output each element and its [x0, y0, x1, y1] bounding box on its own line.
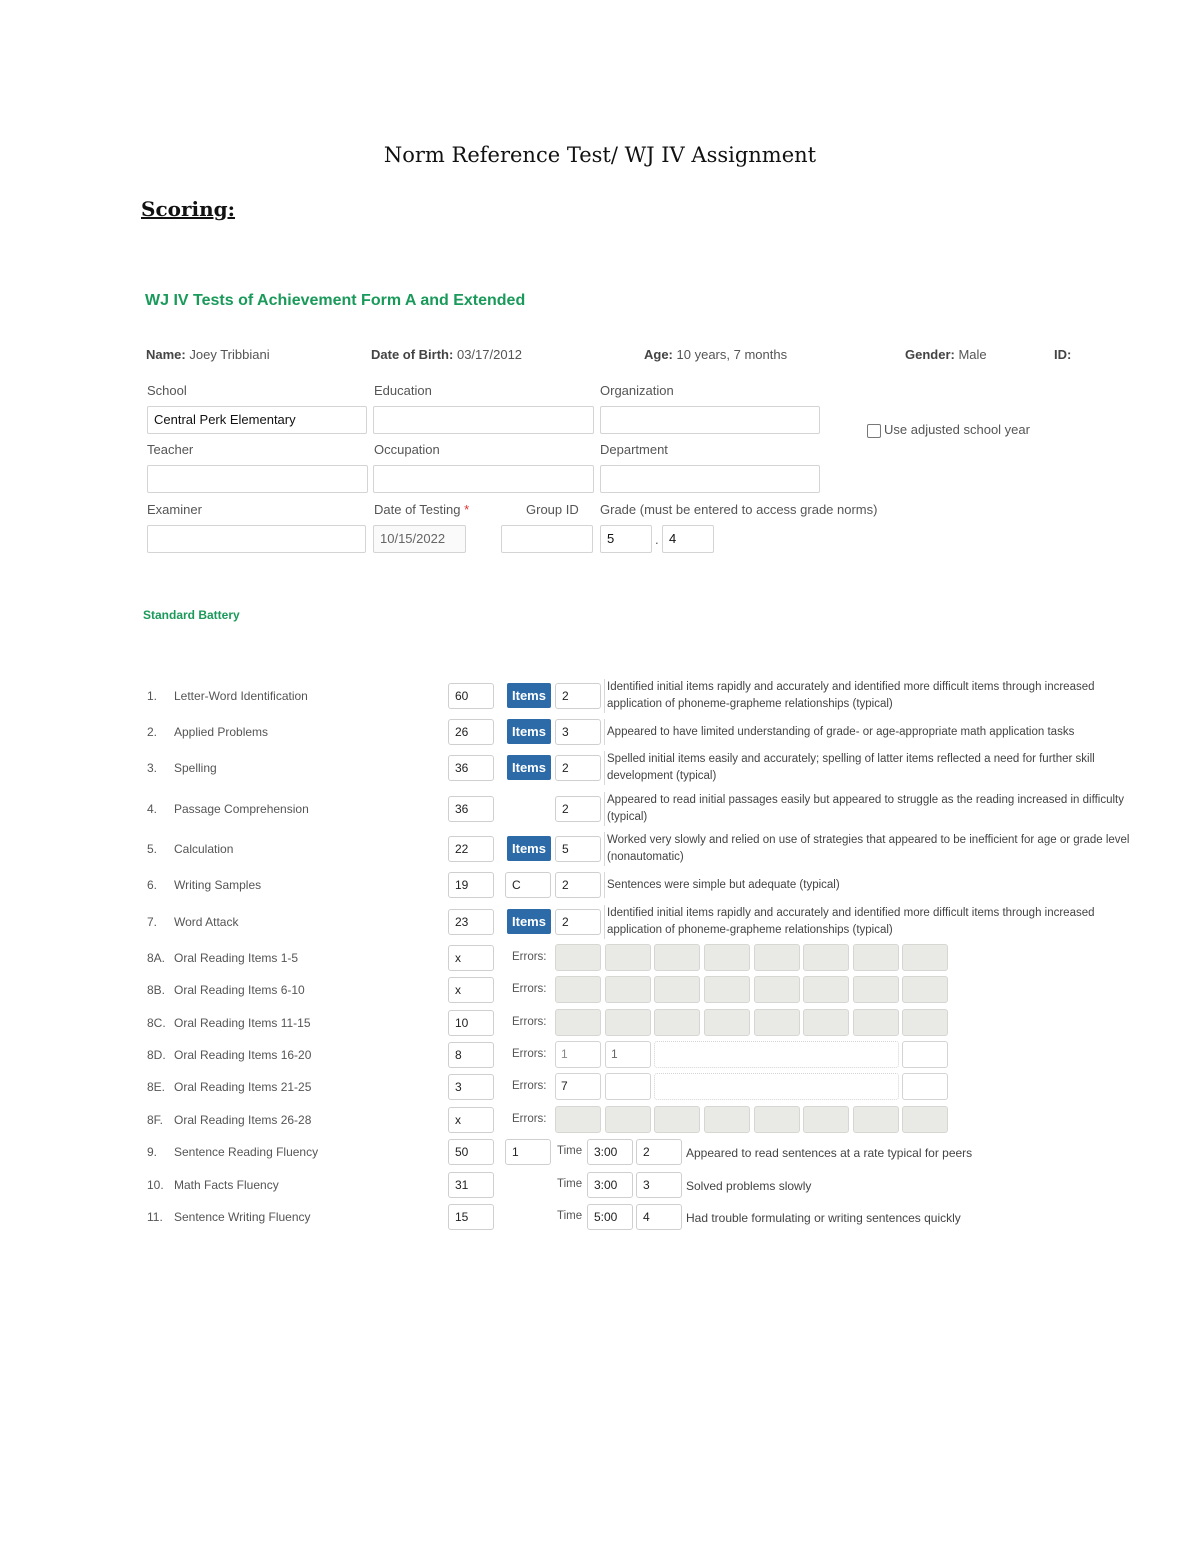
- qualitative-code-input[interactable]: 3: [555, 719, 601, 745]
- error-input[interactable]: [902, 1073, 948, 1100]
- error-cell: [853, 1009, 899, 1036]
- required-mark: *: [464, 502, 470, 517]
- qualitative-code-input[interactable]: 2: [555, 683, 601, 709]
- qualitative-code-input[interactable]: 2: [555, 909, 601, 935]
- group-id-label: Group ID: [526, 502, 579, 517]
- test-number: 7.: [147, 915, 158, 929]
- raw-score-input[interactable]: 23: [448, 909, 494, 935]
- raw-score-input[interactable]: x: [448, 1107, 494, 1133]
- error-cell: [555, 1106, 601, 1133]
- test-number: 3.: [147, 761, 158, 775]
- test-name: Sentence Writing Fluency: [174, 1210, 311, 1224]
- department-input[interactable]: [600, 465, 820, 493]
- error-input-wide[interactable]: [654, 1073, 899, 1100]
- school-label: School: [147, 383, 187, 398]
- error-cell: [605, 976, 651, 1003]
- error-cell: [654, 944, 700, 971]
- qualitative-observation: Appeared to read initial passages easily but appeared to struggle as the reading increased in difficulty (typical): [604, 792, 1147, 826]
- form-title: WJ IV Tests of Achievement Form A and Extended: [145, 292, 526, 309]
- test-name: Sentence Reading Fluency: [174, 1145, 319, 1159]
- error-cell: [754, 1106, 800, 1133]
- test-number: 6.: [147, 878, 158, 892]
- error-cell: [704, 944, 750, 971]
- age-info: Age: 10 years, 7 months: [644, 347, 788, 362]
- test-number: 10.: [147, 1178, 164, 1192]
- date-testing-input[interactable]: 10/15/2022: [373, 525, 466, 553]
- qualitative-code-input[interactable]: 5: [555, 836, 601, 862]
- errors-label: Errors:: [512, 1113, 547, 1125]
- raw-score-input[interactable]: 15: [448, 1204, 494, 1230]
- error-cell: [654, 1009, 700, 1036]
- scoring-heading: Scoring:: [141, 197, 236, 221]
- items-button[interactable]: Items: [507, 719, 551, 744]
- items-button[interactable]: Items: [507, 683, 551, 708]
- qualitative-observation: Had trouble formulating or writing sentences quickly: [686, 1211, 961, 1225]
- adjusted-school-year-label: Use adjusted school year: [884, 422, 1030, 437]
- test-number: 8D.: [147, 1048, 166, 1062]
- error-cell: [605, 1009, 651, 1036]
- errors-label: Errors:: [512, 1016, 547, 1028]
- incorrect-count-input[interactable]: 1: [505, 1139, 551, 1165]
- test-name: Math Facts Fluency: [174, 1178, 279, 1192]
- error-cell: [555, 1009, 601, 1036]
- test-name: Calculation: [174, 842, 234, 856]
- raw-score-input[interactable]: 31: [448, 1172, 494, 1198]
- test-name: Oral Reading Items 11-15: [174, 1016, 311, 1030]
- error-cell: [704, 976, 750, 1003]
- items-button[interactable]: Items: [507, 909, 551, 934]
- raw-score-input[interactable]: 60: [448, 683, 494, 709]
- organization-input[interactable]: [600, 406, 820, 434]
- group-id-input[interactable]: [501, 525, 593, 553]
- raw-score-input[interactable]: 19: [448, 872, 494, 898]
- error-input[interactable]: 1: [555, 1041, 601, 1068]
- errors-label: Errors:: [512, 1048, 547, 1060]
- test-number: 8C.: [147, 1016, 166, 1030]
- document-title: Norm Reference Test/ WJ IV Assignment: [383, 143, 817, 167]
- grade-minor-input[interactable]: 4: [662, 525, 714, 553]
- test-name: Oral Reading Items 6-10: [174, 983, 305, 997]
- time-input[interactable]: 5:00: [587, 1204, 633, 1230]
- test-name: Applied Problems: [174, 725, 269, 739]
- test-name: Oral Reading Items 21-25: [174, 1080, 312, 1094]
- teacher-input[interactable]: [147, 465, 368, 493]
- teacher-label: Teacher: [147, 442, 194, 457]
- qualitative-observation: Sentences were simple but adequate (typical): [604, 872, 1147, 898]
- test-number: 4.: [147, 802, 158, 816]
- error-input[interactable]: [902, 1041, 948, 1068]
- qualitative-observation: Spelled initial items easily and accurately; spelling of latter items reflected a need for further skill development (typical): [604, 751, 1147, 785]
- error-cell: [754, 944, 800, 971]
- gender-value: Male: [958, 347, 987, 362]
- test-name: Passage Comprehension: [174, 802, 309, 816]
- qualitative-observation: Identified initial items rapidly and accurately and identified more difficult items through increased application of phoneme-grapheme relationships (typical): [604, 679, 1147, 713]
- error-input[interactable]: [605, 1073, 651, 1100]
- error-cell: [853, 944, 899, 971]
- grade-separator: .: [655, 532, 659, 547]
- test-number: 8E.: [147, 1080, 166, 1094]
- time-label: Time: [557, 1145, 583, 1157]
- test-name: Oral Reading Items 16-20: [174, 1048, 312, 1062]
- errors-label: Errors:: [512, 951, 547, 963]
- examiner-label: Examiner: [147, 502, 202, 517]
- test-name: Oral Reading Items 1-5: [174, 951, 299, 965]
- qualitative-observation: Worked very slowly and relied on use of strategies that appeared to be inefficient for age or grade level (nonautomatic): [604, 832, 1147, 866]
- date-testing-label: Date of Testing *: [374, 502, 470, 517]
- test-number: 1.: [147, 689, 158, 703]
- raw-score-input[interactable]: 36: [448, 796, 494, 822]
- test-number: 11.: [147, 1210, 163, 1224]
- error-cell: [803, 1009, 849, 1036]
- error-cell: [605, 944, 651, 971]
- error-input[interactable]: 7: [555, 1073, 601, 1100]
- error-cell: [654, 976, 700, 1003]
- test-number: 8A.: [147, 951, 166, 965]
- error-cell: [853, 1106, 899, 1133]
- raw-score-input[interactable]: 36: [448, 755, 494, 781]
- adjusted-school-year-checkbox[interactable]: [867, 424, 881, 438]
- qualitative-code-input[interactable]: 2: [555, 796, 601, 822]
- time-input[interactable]: 3:00: [587, 1172, 633, 1198]
- error-cell: [902, 944, 948, 971]
- error-input-wide[interactable]: [654, 1041, 899, 1068]
- test-number: 9.: [147, 1145, 158, 1159]
- error-cell: [902, 1106, 948, 1133]
- qualitative-code-input[interactable]: 3: [636, 1172, 682, 1198]
- errors-label: Errors:: [512, 983, 547, 995]
- test-number: 5.: [147, 842, 158, 856]
- items-button[interactable]: Items: [507, 755, 551, 780]
- student-name: Joey Tribbiani: [189, 347, 270, 362]
- error-cell: [902, 1009, 948, 1036]
- school-input[interactable]: Central Perk Elementary: [147, 406, 367, 434]
- raw-score-input[interactable]: 26: [448, 719, 494, 745]
- error-cell: [853, 976, 899, 1003]
- error-cell: [654, 1106, 700, 1133]
- raw-score-input[interactable]: 50: [448, 1139, 494, 1165]
- test-number: 8B.: [147, 983, 166, 997]
- examiner-input[interactable]: [147, 525, 366, 553]
- test-name: Word Attack: [174, 915, 239, 929]
- raw-score-input[interactable]: 22: [448, 836, 494, 862]
- items-button[interactable]: Items: [507, 836, 551, 861]
- age-value: 10 years, 7 months: [676, 347, 788, 362]
- error-cell: [704, 1009, 750, 1036]
- raw-score-input[interactable]: x: [448, 945, 494, 971]
- error-cell: [754, 976, 800, 1003]
- test-name: Letter-Word Identification: [174, 689, 308, 703]
- raw-score-input[interactable]: x: [448, 977, 494, 1003]
- error-cell: [902, 976, 948, 1003]
- raw-score-input[interactable]: 8: [448, 1042, 494, 1068]
- raw-score-input[interactable]: 3: [448, 1074, 494, 1100]
- standard-battery-title: Standard Battery: [143, 608, 240, 622]
- error-input[interactable]: 1: [605, 1041, 651, 1068]
- test-name: Writing Samples: [174, 878, 262, 892]
- raw-score-input[interactable]: 10: [448, 1010, 494, 1036]
- test-number: 8F.: [147, 1113, 164, 1127]
- occupation-input[interactable]: [373, 465, 594, 493]
- time-input[interactable]: 3:00: [587, 1139, 633, 1165]
- error-cell: [555, 944, 601, 971]
- grade-label: Grade (must be entered to access grade norms): [600, 502, 878, 517]
- error-cell: [803, 1106, 849, 1133]
- dob-info: Date of Birth: 03/17/2012: [371, 347, 523, 362]
- qualitative-observation: Appeared to have limited understanding of grade- or age-appropriate math application tasks: [604, 719, 1147, 745]
- error-cell: [754, 1009, 800, 1036]
- test-name: Oral Reading Items 26-28: [174, 1113, 312, 1127]
- error-cell: [605, 1106, 651, 1133]
- errors-label: Errors:: [512, 1080, 547, 1092]
- dob-value: 03/17/2012: [456, 347, 523, 362]
- error-cell: [555, 976, 601, 1003]
- qualitative-code-input[interactable]: 2: [636, 1139, 682, 1165]
- writing-letter-input[interactable]: C: [505, 872, 551, 898]
- grade-major-input[interactable]: 5: [600, 525, 652, 553]
- department-label: Department: [600, 442, 668, 457]
- qualitative-code-input[interactable]: 4: [636, 1204, 682, 1230]
- id-info: ID:: [1054, 347, 1072, 362]
- qualitative-code-input[interactable]: 2: [555, 755, 601, 781]
- education-input[interactable]: [373, 406, 594, 434]
- error-cell: [704, 1106, 750, 1133]
- qualitative-code-input[interactable]: 2: [555, 872, 601, 898]
- qualitative-observation: Solved problems slowly: [686, 1179, 812, 1193]
- test-name: Spelling: [174, 761, 217, 775]
- time-label: Time: [557, 1178, 583, 1190]
- test-number: 2.: [147, 725, 158, 739]
- error-cell: [803, 976, 849, 1003]
- education-label: Education: [374, 383, 432, 398]
- error-cell: [803, 944, 849, 971]
- qualitative-observation: Identified initial items rapidly and accurately and identified more difficult items through increased application of phoneme-grapheme relationships (typical): [604, 905, 1147, 939]
- gender-info: Gender: Male: [905, 347, 987, 362]
- qualitative-observation: Appeared to read sentences at a rate typical for peers: [686, 1146, 973, 1160]
- occupation-label: Occupation: [374, 442, 440, 457]
- time-label: Time: [557, 1210, 583, 1222]
- name-info: Name: Joey Tribbiani: [146, 347, 270, 362]
- organization-label: Organization: [600, 383, 674, 398]
